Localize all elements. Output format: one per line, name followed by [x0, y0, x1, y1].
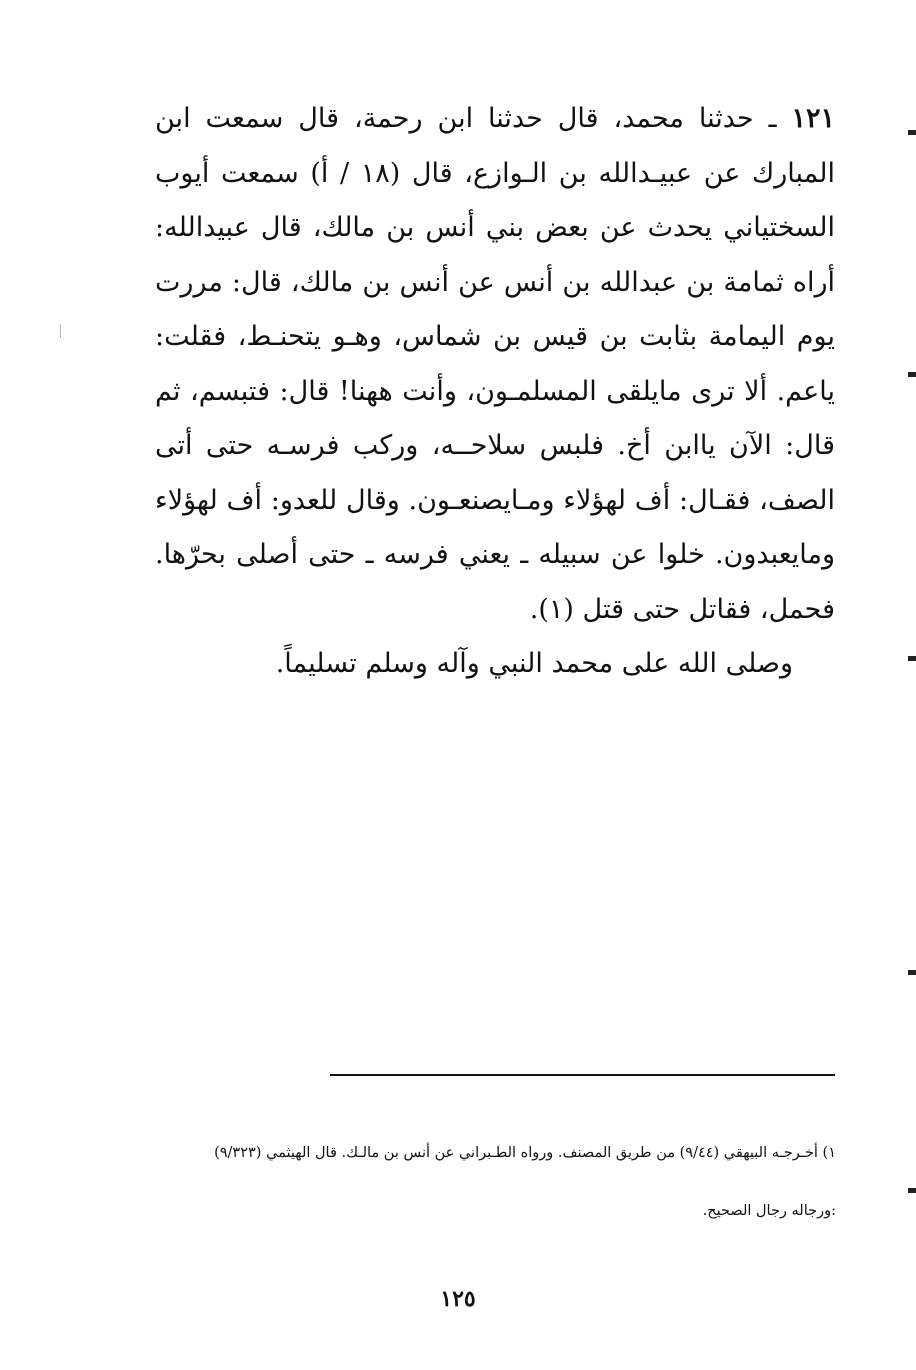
closing-line: وصلى الله على محمد النبي وآله وسلم تسليماً.	[275, 648, 793, 679]
edge-scan-mark	[908, 656, 916, 661]
hadith-text: ـ حدثنا محمد، قال حدثنا ابن رحمة، قال سمعت ابن المبارك عن عبيـدالله بن الـوازع، قال (١٨ / أ) سمعت أيوب السختياني يحدث عن بعض بني أنس بن مالك، قال عبيدالله: أراه ثمامة بن عبدالله بن أنس عن أنس بن مالك، قال: مررت يوم اليمامة بثابت بن قيس بن شماس، وهـو يتحنـط، فقلت: ياعم. ألا ترى مايلقى المسلمـون، وأنت ههنا! قال: فتبسم، ثم قال: الآن ياابن أخ. فلبس سلاحــه، وركب فرسـه حتى أتى الصف، فقـال: أف لهؤلاء ومـايصنعـون. وقال للعدو: أف لهؤلاء ومايعبدون. خلوا عن سبيله ـ يعني فرسه ـ حتى أصلى بحرّها. فحمل، فقاتل حتى قتل (١).	[155, 103, 835, 625]
footnote-block	[150, 1124, 836, 1240]
hadith-paragraph	[155, 92, 835, 637]
margin-speck	[60, 324, 61, 338]
footnote-line-1: ١) أخـرجـه البيهقي (٩/٤٤) من طريق المصنف. ورواه الطـبراني عن أنس بن مالـك. قال الهيثمي (٩/٣٢٣)	[214, 1145, 836, 1161]
footnote-divider	[330, 1074, 835, 1076]
edge-scan-mark	[908, 970, 916, 975]
main-text-block	[155, 92, 835, 692]
edge-scan-mark	[908, 372, 916, 377]
footnote-line-2: :ورجاله رجال الصحيح.	[702, 1203, 836, 1219]
hadith-number: ١٢١	[791, 103, 835, 134]
edge-scan-mark	[908, 1188, 916, 1193]
page-number: ١٢٥	[440, 1286, 476, 1312]
edge-scan-mark	[908, 130, 916, 135]
